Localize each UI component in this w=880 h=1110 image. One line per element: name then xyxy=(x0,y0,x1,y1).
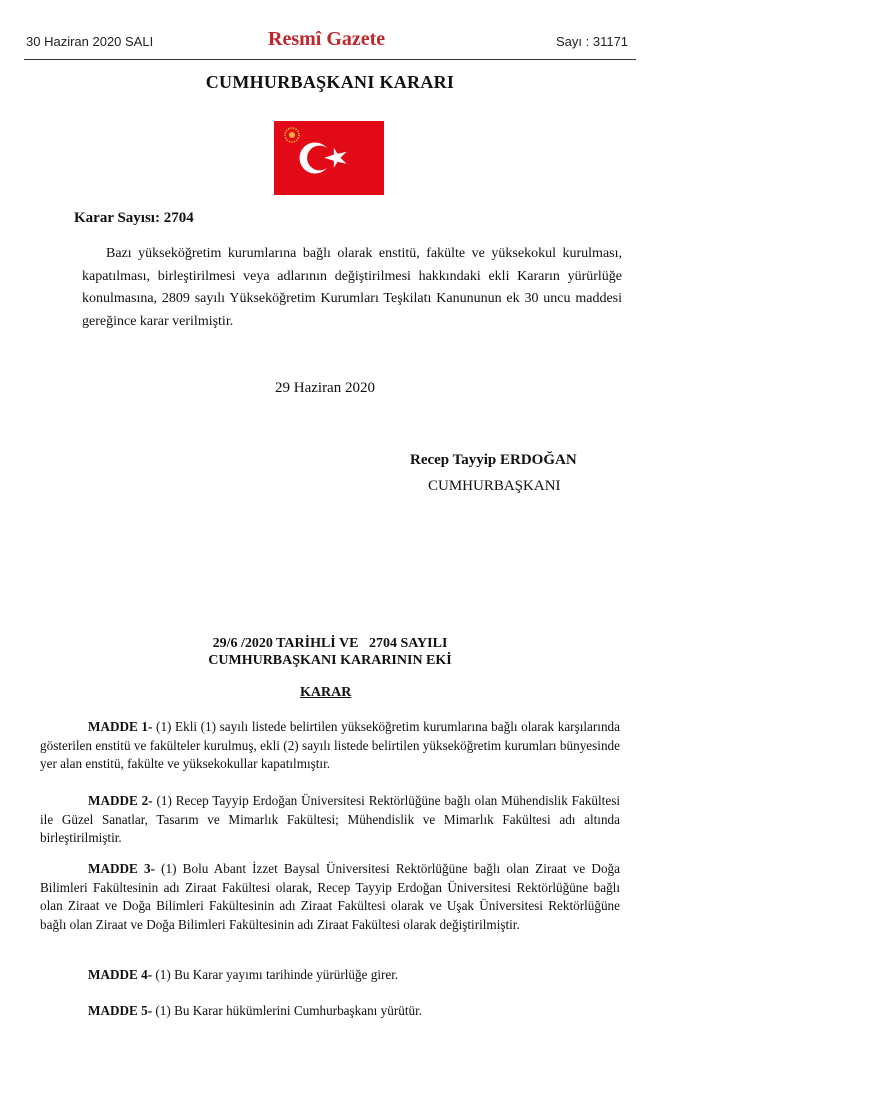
decision-number: Karar Sayısı: 2704 xyxy=(74,210,194,226)
karar-heading: KARAR xyxy=(300,685,352,700)
annex-title-line-1: 29/6 /2020 TARİHLİ VE 2704 SAYILI xyxy=(212,636,448,651)
article-label: MADDE 2- xyxy=(88,793,153,808)
signer-title: CUMHURBAŞKANI xyxy=(428,478,561,494)
signature-date: 29 Haziran 2020 xyxy=(275,380,375,396)
article-3 xyxy=(40,860,620,934)
article-4 xyxy=(40,966,620,985)
article-text: (1) Bu Karar hükümlerini Cumhurbaşkanı yürütür. xyxy=(155,1003,423,1018)
header-divider xyxy=(24,59,636,60)
gazette-title: Resmî Gazete xyxy=(268,28,386,50)
article-text: (1) Recep Tayyip Erdoğan Üniversitesi Rektörlüğüne bağlı olan Mühendislik Fakültesi ile Güzel Sanatlar, Tasarım ve Mimarlık Fakültesi; Mühendislik ve Mimarlık Fakültesi adı altında birleştirilmiştir. xyxy=(40,793,620,845)
article-1 xyxy=(40,718,620,774)
article-text: (1) Bolu Abant İzzet Baysal Üniversitesi Rektörlüğüne bağlı olan Ziraat ve Doğa Bilimleri Fakültesinin adı Ziraat Fakültesi olarak, Recep Tayyip Erdoğan Üniversitesi Rektörlüğüne bağlı olan Ziraat ve Doğa Bilimleri Fakültesinin adı Ziraat Fakültesi olarak ve Uşak Üniversitesi Rektörlüğüne bağlı olan Ziraat ve Doğa Bilimleri Fakültesinin adı Ziraat Fakültesi olarak değiştirilmiştir. xyxy=(40,861,620,932)
article-text: (1) Ekli (1) sayılı listede belirtilen yükseköğretim kurumlarına bağlı olarak karşılarında gösterilen enstitü ve fakülteler kurulmuş, ekli (2) sayılı listede belirtilen yükseköğretim kurumları bünyesinde yer alan enstitü, fakülte ve yüksekokullar kapatılmıştır. xyxy=(40,719,620,771)
decree-intro-paragraph: Bazı yükseköğretim kurumlarına bağlı olarak enstitü, fakülte ve yüksekokul kurulması, kapatılması, birleştirilmesi veya adlarının değiştirilmesi hakkındaki ekli Kararın yürürlüğe konulmasına, 2809 sayılı Yükseköğretim Kurumları Teşkilatı Kanununun ek 30 uncu maddesi gereğince karar verilmiştir. xyxy=(82,246,622,329)
signer-name: Recep Tayyip ERDOĞAN xyxy=(410,452,577,468)
article-label: MADDE 1- xyxy=(88,719,153,734)
article-label: MADDE 5- xyxy=(88,1003,153,1018)
turkish-flag-icon xyxy=(274,121,384,195)
article-label: MADDE 4- xyxy=(88,967,153,982)
article-text: (1) Bu Karar yayımı tarihinde yürürlüğe girer. xyxy=(155,967,399,982)
header-date: 30 Haziran 2020 SALI xyxy=(26,34,154,49)
issue-number: Sayı : 31171 xyxy=(556,34,629,49)
annex-title-line-2: CUMHURBAŞKANI KARARININ EKİ xyxy=(208,653,452,668)
decree-title: CUMHURBAŞKANI KARARI xyxy=(205,72,455,92)
annex-title xyxy=(90,635,570,669)
article-5 xyxy=(40,1002,620,1021)
article-2 xyxy=(40,792,620,848)
article-label: MADDE 3- xyxy=(88,861,155,876)
